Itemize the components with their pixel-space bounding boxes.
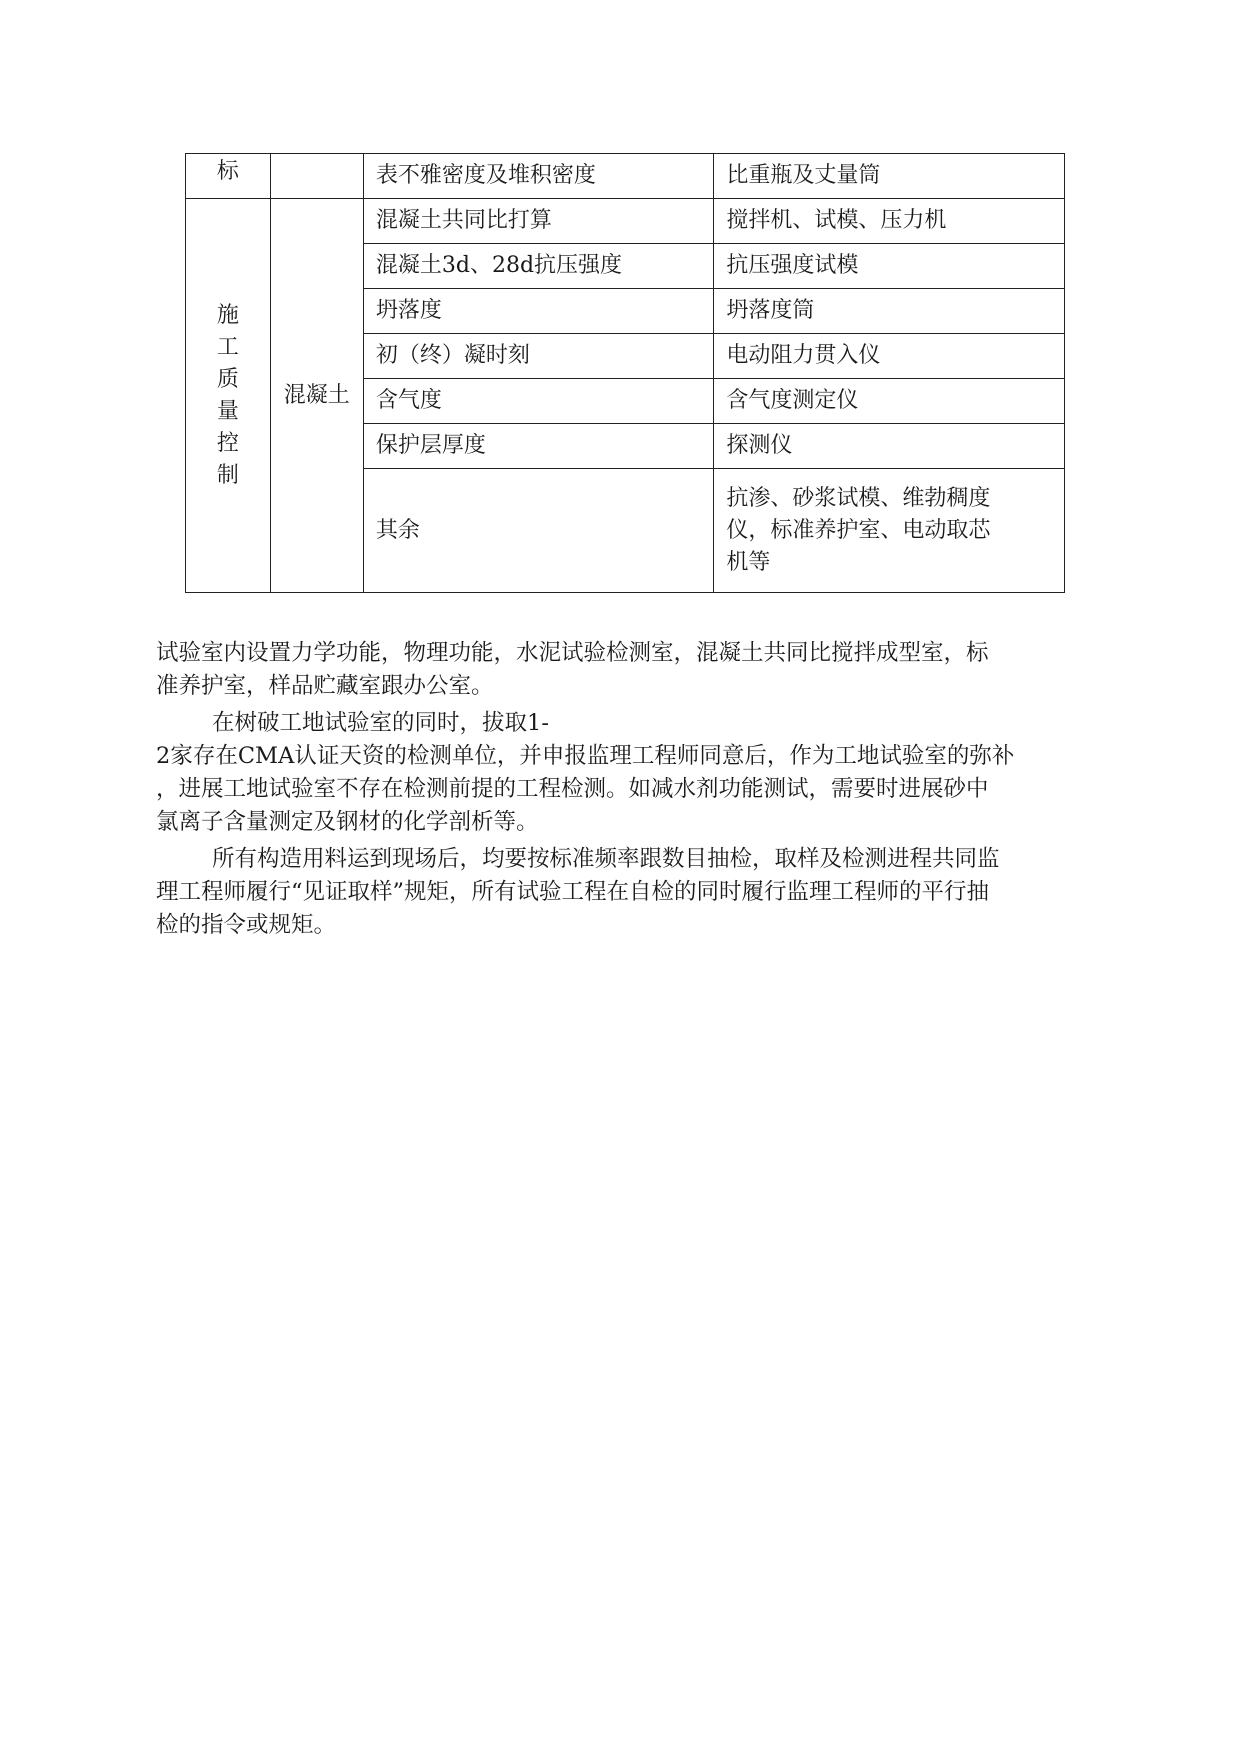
- text-line: ，进展工地试验室不存在检测前提的工程检测。如减水剂功能测试，需要时进展砂中: [156, 776, 989, 802]
- equipment-cell: 电动阻力贯入仪: [714, 334, 1065, 379]
- test-item-cell: 初（终）凝时刻: [363, 334, 714, 379]
- paragraph: [156, 707, 1086, 839]
- text-line: 氯离子含量测定及钢材的化学剖析等。: [156, 809, 539, 835]
- equipment-cell: 探测仪: [714, 424, 1065, 469]
- category-char: 控: [216, 430, 239, 456]
- text-line: 理工程师履行“见证取样”规矩，所有试验工程在自检的同时履行监理工程师的平行抽: [156, 879, 990, 905]
- table-row: [186, 154, 1065, 199]
- test-item-cell: 坍落度: [363, 289, 714, 334]
- category-cell: [186, 199, 271, 593]
- equipment-cell: 含气度测定仪: [714, 379, 1065, 424]
- body-text: [156, 637, 1086, 946]
- text-line: 准养护室，样品贮藏室跟办公室。: [156, 673, 494, 699]
- equipment-line: 仪，标准养护室、电动取芯: [726, 517, 991, 543]
- table-row: [186, 199, 1065, 244]
- test-equipment-table: [185, 153, 1065, 593]
- test-item-cell: 混凝土3d、28d抗压强度: [363, 244, 714, 289]
- equipment-cell: 抗压强度试模: [714, 244, 1065, 289]
- text-line: 检的指令或规矩。: [156, 912, 337, 938]
- category-char: 施: [216, 302, 239, 328]
- category-char: 质: [216, 366, 239, 392]
- equipment-line: 抗渗、砂浆试模、维勃稠度: [726, 485, 991, 511]
- test-item-cell: 含气度: [363, 379, 714, 424]
- material-cell-empty: [270, 154, 363, 199]
- equipment-cell: 搅拌机、试模、压力机: [714, 199, 1065, 244]
- material-cell: 混凝土: [270, 199, 363, 593]
- text-line: 所有构造用料运到现场后，均要按标准频率跟数目抽检，取样及检测进程共同监: [212, 846, 1000, 872]
- equipment-cell: 比重瓶及丈量筒: [714, 154, 1065, 199]
- equipment-cell: 坍落度筒: [714, 289, 1065, 334]
- text-line: 试验室内设置力学功能，物理功能，水泥试验检测室，混凝土共同比搅拌成型室，标: [156, 640, 989, 666]
- category-char: 制: [216, 462, 239, 488]
- category-char: 量: [216, 398, 239, 424]
- test-item-cell: 表不雅密度及堆积密度: [363, 154, 714, 199]
- category-cell-continued: 标: [186, 154, 271, 199]
- paragraph: [156, 637, 1086, 703]
- equipment-cell: [714, 469, 1065, 593]
- text-line: 2家存在CMA认证天资的检测单位，并申报监理工程师同意后，作为工地试验室的弥补: [156, 743, 1015, 769]
- paragraph: [156, 843, 1086, 942]
- test-item-cell: 保护层厚度: [363, 424, 714, 469]
- test-item-cell: 其余: [363, 469, 714, 593]
- category-char: 工: [216, 334, 239, 360]
- test-item-cell: 混凝土共同比打算: [363, 199, 714, 244]
- equipment-line: 机等: [726, 549, 771, 575]
- text-line: 在树破工地试验室的同时，拔取1-: [212, 710, 549, 736]
